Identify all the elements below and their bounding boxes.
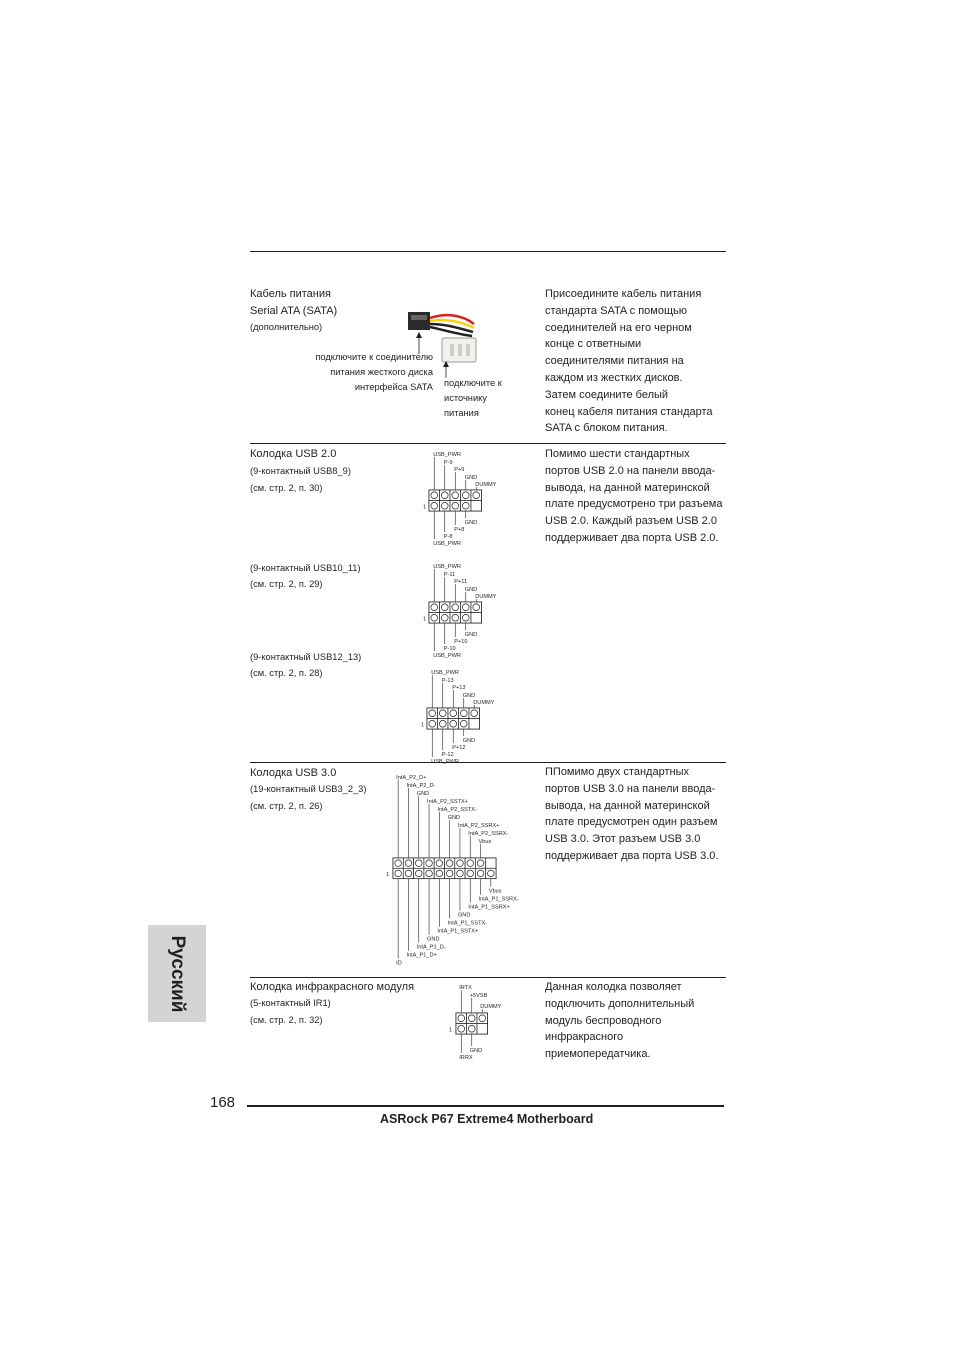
pin-label-top: P-9: [443, 460, 453, 466]
usb3-pins: (19-контактный USB3_2_3): [250, 784, 367, 794]
pin-label-bottom: GND: [469, 1048, 483, 1054]
pin-cell: [469, 719, 480, 730]
pin-label-top: P-11: [443, 572, 456, 578]
pin-label-bottom: GND: [427, 936, 440, 943]
footer-title: ASRock P67 Extreme4 Motherboard: [380, 1112, 594, 1126]
ir-ref: (см. стр. 2, п. 32): [250, 1015, 323, 1025]
usb10-11-pin-diagram: [420, 560, 520, 660]
pin-label-bottom: P-10: [443, 646, 456, 652]
pin-label-top: IntA_P2_SSRX-: [468, 831, 509, 837]
usb2-description: Помимо шести стандартных портов USB 2.0 на панели ввода- вывода, на данной материнской плате предусмотрено три разъема USB 2.0. Каждый разъем USB 2.0 поддерживает два порта USB 2.0.: [545, 448, 723, 544]
usb3-pin-diagram: [383, 770, 523, 970]
sata-black-connector: [408, 312, 430, 330]
pin-label-top: GND: [447, 815, 461, 821]
pin-label-top: GND: [464, 587, 478, 593]
pin-label-bottom: IntA_P1_D-: [416, 944, 446, 951]
pin-label-bottom: GND: [462, 738, 476, 744]
pin-label-top: IntA_P2_D-: [406, 783, 436, 789]
pin-label-bottom: GND: [464, 520, 478, 526]
pin-cell: [471, 613, 482, 624]
sata-title: Кабель питания Serial ATA (SATA): [250, 288, 338, 317]
sata-optional: (дополнительно): [250, 322, 323, 332]
pin-label-bottom: IntA_P1_SSRX+: [468, 904, 510, 911]
pin-label-top: GND: [462, 693, 476, 699]
pin-label-top: P-13: [441, 678, 454, 684]
pin-label-top: P+9: [454, 467, 465, 473]
pin-label-bottom: USB_PWR: [433, 653, 461, 659]
pin-label-top: GND: [416, 791, 430, 797]
pin-label-top: IntA_P2_SSTX-: [437, 807, 477, 813]
usb3-ref: (см. стр. 2, п. 26): [250, 801, 323, 811]
section-divider-usb3: [250, 762, 726, 763]
pin-label-bottom: ID: [396, 960, 402, 967]
pin-label-top: USB_PWR: [433, 564, 461, 570]
usb12-13-pin-diagram: [418, 666, 518, 765]
pin-label-bottom: USB_PWR: [433, 541, 461, 547]
pin-one-marker: 1: [423, 504, 427, 511]
pin-label-top: DUMMY: [473, 700, 495, 706]
pin-label-bottom: P+8: [454, 527, 465, 533]
pin-one-marker: 1: [386, 872, 390, 879]
page-number: 168: [210, 1094, 236, 1111]
pin-label-top: Vbus: [478, 839, 492, 845]
pin-label-top: IntA_P2_SSRX+: [457, 823, 500, 829]
section-divider-ir: [250, 977, 726, 978]
ir-description: Данная колодка позволяет подключить дополнительный модуль беспроводного инфракрасного приемопередатчика.: [545, 981, 695, 1061]
pin-label-bottom: IntA_P1_D+: [406, 952, 437, 959]
pin-label-bottom: Vbus: [488, 888, 502, 895]
section-divider-usb2: [250, 443, 726, 444]
usb2-h2-ref: (см. стр. 2, п. 29): [250, 579, 323, 589]
pin-label-bottom: USB_PWR: [431, 759, 459, 765]
pin-label-bottom: IRRX: [459, 1055, 473, 1061]
pin-label-top: USB_PWR: [431, 670, 459, 676]
language-tab-label: Русский: [167, 935, 188, 1012]
pin-label-bottom: IntA_P1_SSRX-: [478, 896, 519, 903]
pin-cell: [471, 501, 482, 512]
ir-title: Колодка инфракрасного модуля: [250, 981, 415, 993]
pin-cell: [486, 858, 496, 868]
footer-rule: [247, 1105, 724, 1107]
pin-label-top: DUMMY: [480, 1004, 502, 1010]
pin-label-bottom: GND: [464, 632, 478, 638]
pin-one-marker: 1: [423, 616, 427, 623]
top-rule: [250, 251, 726, 252]
usb2-title: Колодка USB 2.0: [250, 448, 337, 460]
pin-label-top: IntA_P2_D+: [396, 775, 427, 781]
pin-label-top: P+11: [454, 579, 468, 585]
pin-one-marker: 1: [449, 1027, 453, 1034]
pin-label-bottom: P+12: [452, 745, 466, 751]
pin-label-top: DUMMY: [475, 594, 497, 600]
pin-label-bottom: P-8: [443, 534, 453, 540]
usb3-description: ППомимо двух стандартных портов USB 3.0 на панели ввода- вывода, на данной материнской плате предусмотрен один разъем USB 3.0. Этот разъем USB 3.0 поддерживает два порта USB 3.0.: [545, 766, 719, 862]
usb2-h1-pins: (9-контактный USB8_9): [250, 466, 351, 476]
usb2-h3-pins: (9-контактный USB12_13): [250, 652, 362, 662]
language-side-tab: [148, 925, 206, 1022]
pin-one-marker: 1: [421, 722, 425, 729]
ir-pin-diagram: [446, 980, 516, 1065]
usb8-9-pin-diagram: [420, 448, 520, 548]
pin-label-top: GND: [464, 475, 478, 481]
ir-pins: (5-контактный IR1): [250, 998, 331, 1008]
pin-label-top: IntA_P2_SSTX+: [427, 799, 468, 805]
sata-callout-left: подключите к соединителю питания жесткого диска интерфейса SATA: [315, 352, 433, 392]
pin-label-top: P+13: [452, 685, 466, 691]
usb2-h3-ref: (см. стр. 2, п. 28): [250, 668, 323, 678]
sata-description: Присоедините кабель питания стандарта SATA с помощью соединителей на его черном конце с ответными соединителями питания на каждом из жестких дисков. Затем соедините белый конец кабеля питания стандарта SATA с блоком питания.: [545, 288, 713, 435]
usb2-h2-pins: (9-контактный USB10_11): [250, 563, 361, 573]
pin-label-bottom: IntA_P1_SSTX-: [447, 920, 488, 927]
usb3-title: Колодка USB 3.0: [250, 767, 337, 779]
pin-label-bottom: IntA_P1_SSTX+: [437, 928, 479, 935]
pin-label-top: USB_PWR: [433, 452, 461, 458]
usb2-h1-ref: (см. стр. 2, п. 30): [250, 483, 323, 493]
pin-label-bottom: GND: [457, 912, 471, 919]
pin-cell: [477, 1024, 488, 1035]
pin-label-bottom: P-12: [441, 752, 454, 758]
pin-label-top: +5VSB: [469, 993, 488, 999]
pin-label-top: DUMMY: [475, 482, 497, 488]
pin-label-top: IRTX: [459, 985, 472, 991]
sata-callout-right: подключите к источнику питания: [444, 378, 502, 418]
pin-label-bottom: P+10: [454, 639, 468, 645]
